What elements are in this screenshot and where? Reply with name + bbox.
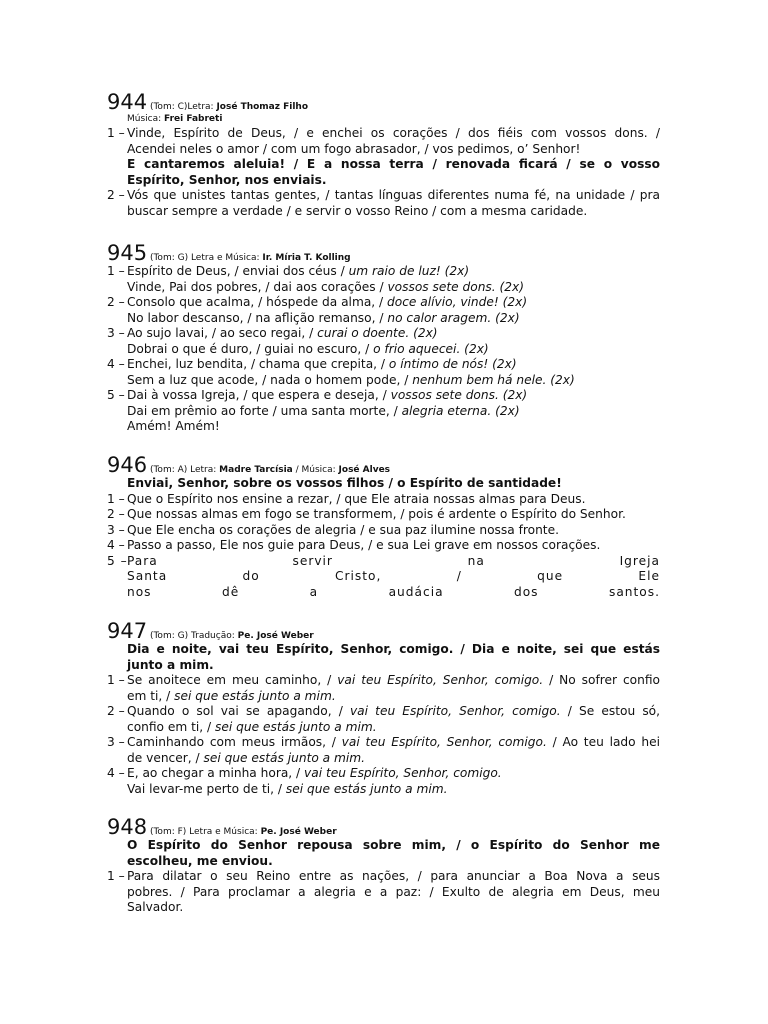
chorus-line: escolheu, me enviou.	[127, 853, 273, 868]
verse-line: Dai em prêmio ao forte / uma santa morte, / alegria eterna. (2x)	[127, 403, 520, 418]
hymn-948	[107, 817, 660, 916]
hymn-credits: (Tom: F) Letra e Música: Pe. José Weber	[147, 827, 337, 837]
hymn-credits: (Tom: G) Letra e Música: Ir. Míria T. Kolling	[147, 253, 351, 263]
hymn-947	[107, 621, 660, 797]
hymn-946	[107, 455, 660, 600]
verse-line: 3 – Ao sujo lavai, / ao seco regai, / curai o doente. (2x)	[107, 326, 438, 340]
verse-line: 3 – Caminhando com meus irmãos, / vai teu Espírito, Senhor, comigo. / Ao teu lado hei	[107, 735, 660, 749]
verse-line: pobres. / Para proclamar a alegria e a paz: / Exulto de alegria em Deus, meu	[127, 884, 660, 899]
hymn-header	[107, 455, 660, 476]
chorus-line: Espírito, Senhor, nos enviais.	[127, 172, 327, 187]
chorus-line: Dia e noite, vai teu Espírito, Senhor, comigo. / Dia e noite, sei que estás	[127, 642, 660, 656]
verse-line: nos dê a audácia dos santos.	[127, 584, 660, 599]
verse-line: 1 – Que o Espírito nos ensine a rezar, / que Ele atraia nossas almas para Deus.	[107, 491, 586, 506]
verse-line: confio em ti, / sei que estás junto a mim.	[127, 719, 377, 734]
hymn-number: 945	[107, 241, 148, 265]
verse-line: 1 – Vinde, Espírito de Deus, / e enchei os corações / dos fiéis com vossos dons. /	[107, 126, 660, 140]
verse-line: 2 – Que nossas almas em fogo se transformem, / pois é ardente o Espírito do Senhor.	[107, 507, 626, 521]
verse-line: 5 – Para servir na Igreja	[107, 553, 660, 568]
verse-line: Acendei neles o amor / com um fogo abrasador, / vos pedimos, o’ Senhor!	[127, 141, 581, 156]
verse-line: No labor descanso, / na aflição remanso, / no calor aragem. (2x)	[127, 310, 520, 325]
verse-line: 4 – Passo a passo, Ele nos guie para Deus, / e sua Lei grave em nossos corações.	[107, 538, 601, 552]
verse-line: Salvador.	[127, 900, 184, 914]
verse-line: 2 – Vós que unistes tantas gentes, / tantas línguas diferentes numa fé, na unidade / pra	[107, 188, 660, 202]
hymn-number: 947	[107, 619, 148, 643]
verse-line: Dobrai o que é duro, / guiai no escuro, / o frio aquecei. (2x)	[127, 341, 489, 356]
verse-line: 4 – Enchei, luz bendita, / chama que crepita, / o íntimo de nós! (2x)	[107, 357, 517, 371]
hymn-credits: (Tom: A) Letra: Madre Tarcísia / Música: José Alves	[147, 465, 391, 475]
verse-line: Amém! Amém!	[127, 419, 220, 433]
hymn-credits-music: Música: Frei Fabreti	[127, 114, 223, 124]
hymn-944	[107, 92, 660, 219]
hymn-945	[107, 243, 660, 435]
verse-line: Santa do Cristo, / que Ele	[127, 569, 660, 583]
verse-line: Vinde, Pai dos pobres, / dai aos corações / vossos sete dons. (2x)	[127, 279, 525, 294]
verse-line: Vai levar-me perto de ti, / sei que estás junto a mim.	[127, 781, 448, 796]
hymn-credits: (Tom: G) Tradução: Pe. José Weber	[147, 631, 314, 641]
hymn-number: 946	[107, 453, 148, 477]
verse-line: 2 – Consolo que acalma, / hóspede da alma, / doce alívio, vinde! (2x)	[107, 295, 528, 309]
hymn-header	[107, 92, 660, 113]
verse-line: 1 – Espírito de Deus, / enviai dos céus / um raio de luz! (2x)	[107, 264, 470, 278]
verse-line: buscar sempre a verdade / e servir o vosso Reino / com a mesma caridade.	[127, 203, 588, 218]
verse-line: 2 – Quando o sol vai se apagando, / vai teu Espírito, Senhor, comigo. / Se estou só,	[107, 704, 660, 718]
chorus-line: O Espírito do Senhor repousa sobre mim, / o Espírito do Senhor me	[127, 838, 660, 852]
hymn-header	[107, 817, 660, 838]
chorus-line: Enviai, Senhor, sobre os vossos filhos / o Espírito de santidade!	[127, 476, 562, 490]
verse-line: 1 – Para dilatar o seu Reino entre as nações, / para anunciar a Boa Nova a seus	[107, 869, 660, 883]
verse-line: de vencer, / sei que estás junto a mim.	[127, 750, 366, 765]
chorus-line: E cantaremos aleluia! / E a nossa terra / renovada ficará / se o vosso	[127, 157, 660, 171]
hymn-number: 944	[107, 90, 148, 114]
verse-line: 1 – Se anoitece em meu caminho, / vai teu Espírito, Senhor, comigo. / No sofrer confio	[107, 673, 660, 687]
hymn-number: 948	[107, 815, 148, 839]
hymn-header	[107, 621, 660, 642]
verse-line: Sem a luz que acode, / nada o homem pode, / nenhum bem há nele. (2x)	[127, 372, 575, 387]
hymn-header	[107, 243, 660, 264]
verse-line: 3 – Que Ele encha os corações de alegria / e sua paz ilumine nossa fronte.	[107, 522, 559, 537]
hymn-credits: (Tom: C)Letra: José Thomaz Filho	[147, 102, 309, 112]
verse-line: 4 – E, ao chegar a minha hora, / vai teu Espírito, Senhor, comigo.	[107, 766, 502, 780]
verse-line: 5 – Dai à vossa Igreja, / que espera e deseja, / vossos sete dons. (2x)	[107, 388, 528, 402]
verse-line: em ti, / sei que estás junto a mim.	[127, 688, 336, 703]
chorus-line: junto a mim.	[127, 657, 214, 672]
